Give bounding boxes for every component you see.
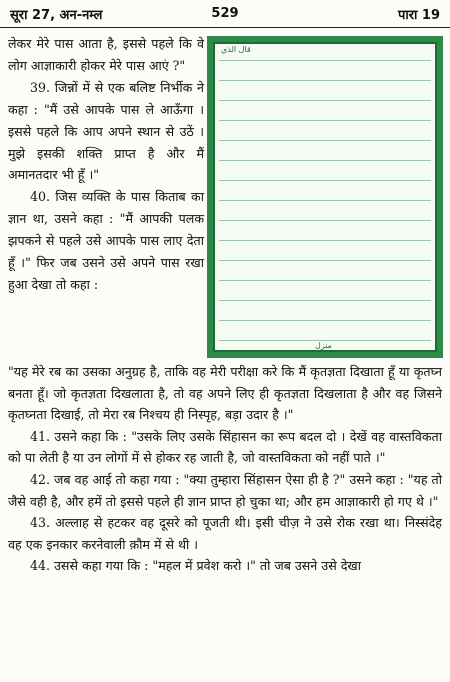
verse-40: 40. जिस व्यक्ति के पास किताब का ज्ञान था, उसने कहा : "मैं आपकी पलक झपकने से पहले उसे आपके पास लाए देता हूँ ।" फिर जब उसने उसे अपने पास रखा हुआ देखा तो कहा : xyxy=(8,189,204,292)
verse-41: 41. उसने कहा कि : "उसके लिए उसके सिंहासन का रूप बदल दो । देखें वह वास्तविकता को पा लेती है या उन लोगों में से होकर रह जाती है, जो वास्तविकता को नहीं पाते ।" xyxy=(8,428,442,466)
arabic-line xyxy=(219,220,431,221)
full-width-text xyxy=(8,361,442,577)
arabic-line xyxy=(219,200,431,201)
verse-39: 39. जिन्नों में से एक बलिष्ट निर्भीक ने कहा : "मैं उसे आपके पास ले आऊँगा । इससे पहले कि आप अपने स्थान से उठें । मुझे इसकी शक्ति प्राप्त है और मैं अमानतदार भी हूँ ।" xyxy=(8,79,204,183)
paragraph: "यह मेरे रब का उसका अनुग्रह है, ताकि वह मेरी परीक्षा करे कि मैं कृतज्ञता दिखाता हूँ या कृतघ्न बनता हूँ। जो कृतज्ञता दिखलाता है, तो वह अपने लिए ही कृतज्ञता दिखलाता है और वह जिसने कृतघ्नता दिखाई, तो मेरा रब निश्चय ही निस्पृह, बड़ा उदार है ।" xyxy=(8,364,442,423)
arabic-line xyxy=(219,300,431,301)
paragraph: लेकर मेरे पास आता है, इससे पहले कि वे लोग आज्ञाकारी होकर मेरे पास आएं ?" xyxy=(8,36,204,73)
arabic-line xyxy=(219,320,431,321)
verse-43: 43. अल्लाह से हटकर वह दूसरे को पूजती थी। इसी चीज़ ने उसे रोक रखा था। निस्संदेह वह एक इनकार करनेवाली क़ौम में से थी । xyxy=(8,515,442,552)
arabic-line xyxy=(219,160,431,161)
verse-42: 42. जब वह आई तो कहा गया : "क्या तुम्हारा सिंहासन ऐसा ही है ?" उसने कहा : "यह तो जैसे वही है, और हमें तो इससे पहले ही ज्ञान प्राप्त हो चुका था; और हम आज्ञाकारी हो गए थे ।" xyxy=(8,471,442,509)
arabic-line xyxy=(219,100,431,101)
section-marker-top: قال الذي xyxy=(221,45,251,54)
arabic-text-panel xyxy=(213,42,437,352)
arabic-line xyxy=(219,140,431,141)
manzil-marker: منزل xyxy=(315,341,332,350)
arabic-line xyxy=(219,240,431,241)
page-header xyxy=(0,0,450,28)
para-number: पारा 19 xyxy=(397,7,440,23)
left-column-text xyxy=(8,33,204,296)
arabic-line xyxy=(219,60,431,61)
page-number: 529 xyxy=(211,6,239,21)
arabic-line xyxy=(219,180,431,181)
arabic-line xyxy=(219,280,431,281)
arabic-line xyxy=(219,260,431,261)
arabic-line xyxy=(219,120,431,121)
arabic-text-box xyxy=(207,36,443,358)
surah-title: सूरा 27, अन-नम्ल xyxy=(10,7,103,23)
arabic-line xyxy=(219,80,431,81)
verse-44: 44. उससे कहा गया कि : "महल में प्रवेश करो ।" तो जब उसने उसे देखा xyxy=(30,558,361,574)
